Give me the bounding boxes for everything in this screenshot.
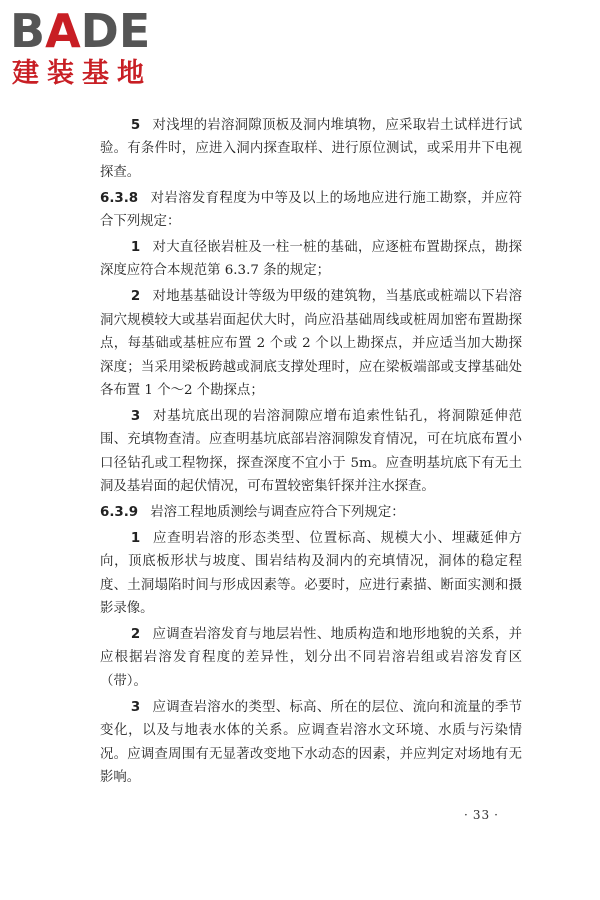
page-number-dot: · <box>494 808 499 822</box>
item-number: 5 <box>130 118 141 133</box>
logo-wordmark <box>10 6 150 56</box>
paragraph-text: 对大直径嵌岩桩及一柱一桩的基础，应逐桩布置勘探点，勘探深度应符合本规范第 6.3.7 条的规定； <box>100 240 522 279</box>
paragraph-item <box>100 696 522 790</box>
item-number: 2 <box>130 627 141 643</box>
clause-number: 6.3.9 <box>100 505 139 520</box>
paragraph-clause <box>100 501 522 524</box>
item-number: 1 <box>130 240 141 256</box>
paragraph-item <box>100 285 522 402</box>
logo-word-part2: DE <box>80 4 151 58</box>
logo-word-part1: B <box>10 4 46 58</box>
paragraph-text: 对基坑底出现的岩溶洞隙应增布追索性钻孔，将洞隙延伸范围、充填物查清。应查明基坑底部岩溶洞隙发育情况，可在坑底布置小口径钻孔或工程物探，探查深度不宜小于 5m。应查明基坑底下有无土洞及基岩面的起伏情况，可布置较密集钎探并注水探查。 <box>100 408 522 495</box>
paragraph-text: 岩溶工程地质测绘与调查应符合下列规定： <box>150 505 405 520</box>
paragraph-item <box>100 114 522 184</box>
paragraph-item <box>100 405 522 499</box>
paragraph-text: 对地基基础设计等级为甲级的建筑物，当基底或桩端以下岩溶洞穴规模较大或基岩面起伏大时，尚应沿基础周线或桩周加密布置勘探点，每基础或基桩应布置 2 个或 2 个以上勘探点，并应适当加大勘探深度；当采用梁板跨越或洞底支撑处理时，应在梁板端部或支撑基础处各布置 1 个～2 个勘探点； <box>100 289 522 398</box>
paragraph-text: 对浅埋的岩溶洞隙顶板及洞内堆填物，应采取岩土试样进行试验。有条件时，应进入洞内探查取样、进行原位测试，或采用井下电视探查。 <box>100 118 522 180</box>
page-number-value: 33 <box>472 808 491 822</box>
paragraph-text: 应调查岩溶水的类型、标高、所在的层位、流向和流量的季节变化，以及与地表水体的关系。应调查岩溶水文环境、水质与污染情况。应调查周围有无显著改变地下水动态的因素，并应判定对场地有无影响。 <box>100 699 522 785</box>
clause-number: 6.3.8 <box>100 190 139 206</box>
paragraph-item <box>100 527 522 621</box>
paragraph-text: 应调查岩溶发育与地层岩性、地质构造和地形地貌的关系，并应根据岩溶发育程度的差异性，划分出不同岩溶岩组或岩溶发育区（带）。 <box>100 627 522 689</box>
logo-subtitle: 建装基地 <box>12 58 152 89</box>
item-number: 1 <box>130 530 141 546</box>
paragraph-text: 对岩溶发育程度为中等及以上的场地应进行施工勘察，并应符合下列规定： <box>100 190 522 230</box>
page-number-dot: · <box>464 808 469 822</box>
paragraph-text: 应查明岩溶的形态类型、位置标高、规模大小、埋藏延伸方向，顶底板形状与坡度、围岩结构及洞内的充填情况，洞体的稳定程度、土洞塌陷时间与形成因素等。必要时，应进行素描、断面实测和摄影录像。 <box>100 530 522 617</box>
item-number: 2 <box>130 289 141 305</box>
item-number: 3 <box>130 408 141 424</box>
paragraph-clause <box>100 187 522 234</box>
page-content <box>100 114 522 792</box>
page-number <box>460 808 503 822</box>
paragraph-item <box>100 623 522 693</box>
logo <box>10 6 180 92</box>
item-number: 3 <box>130 699 141 715</box>
logo-word-accent: A <box>45 4 81 58</box>
paragraph-item <box>100 236 522 283</box>
